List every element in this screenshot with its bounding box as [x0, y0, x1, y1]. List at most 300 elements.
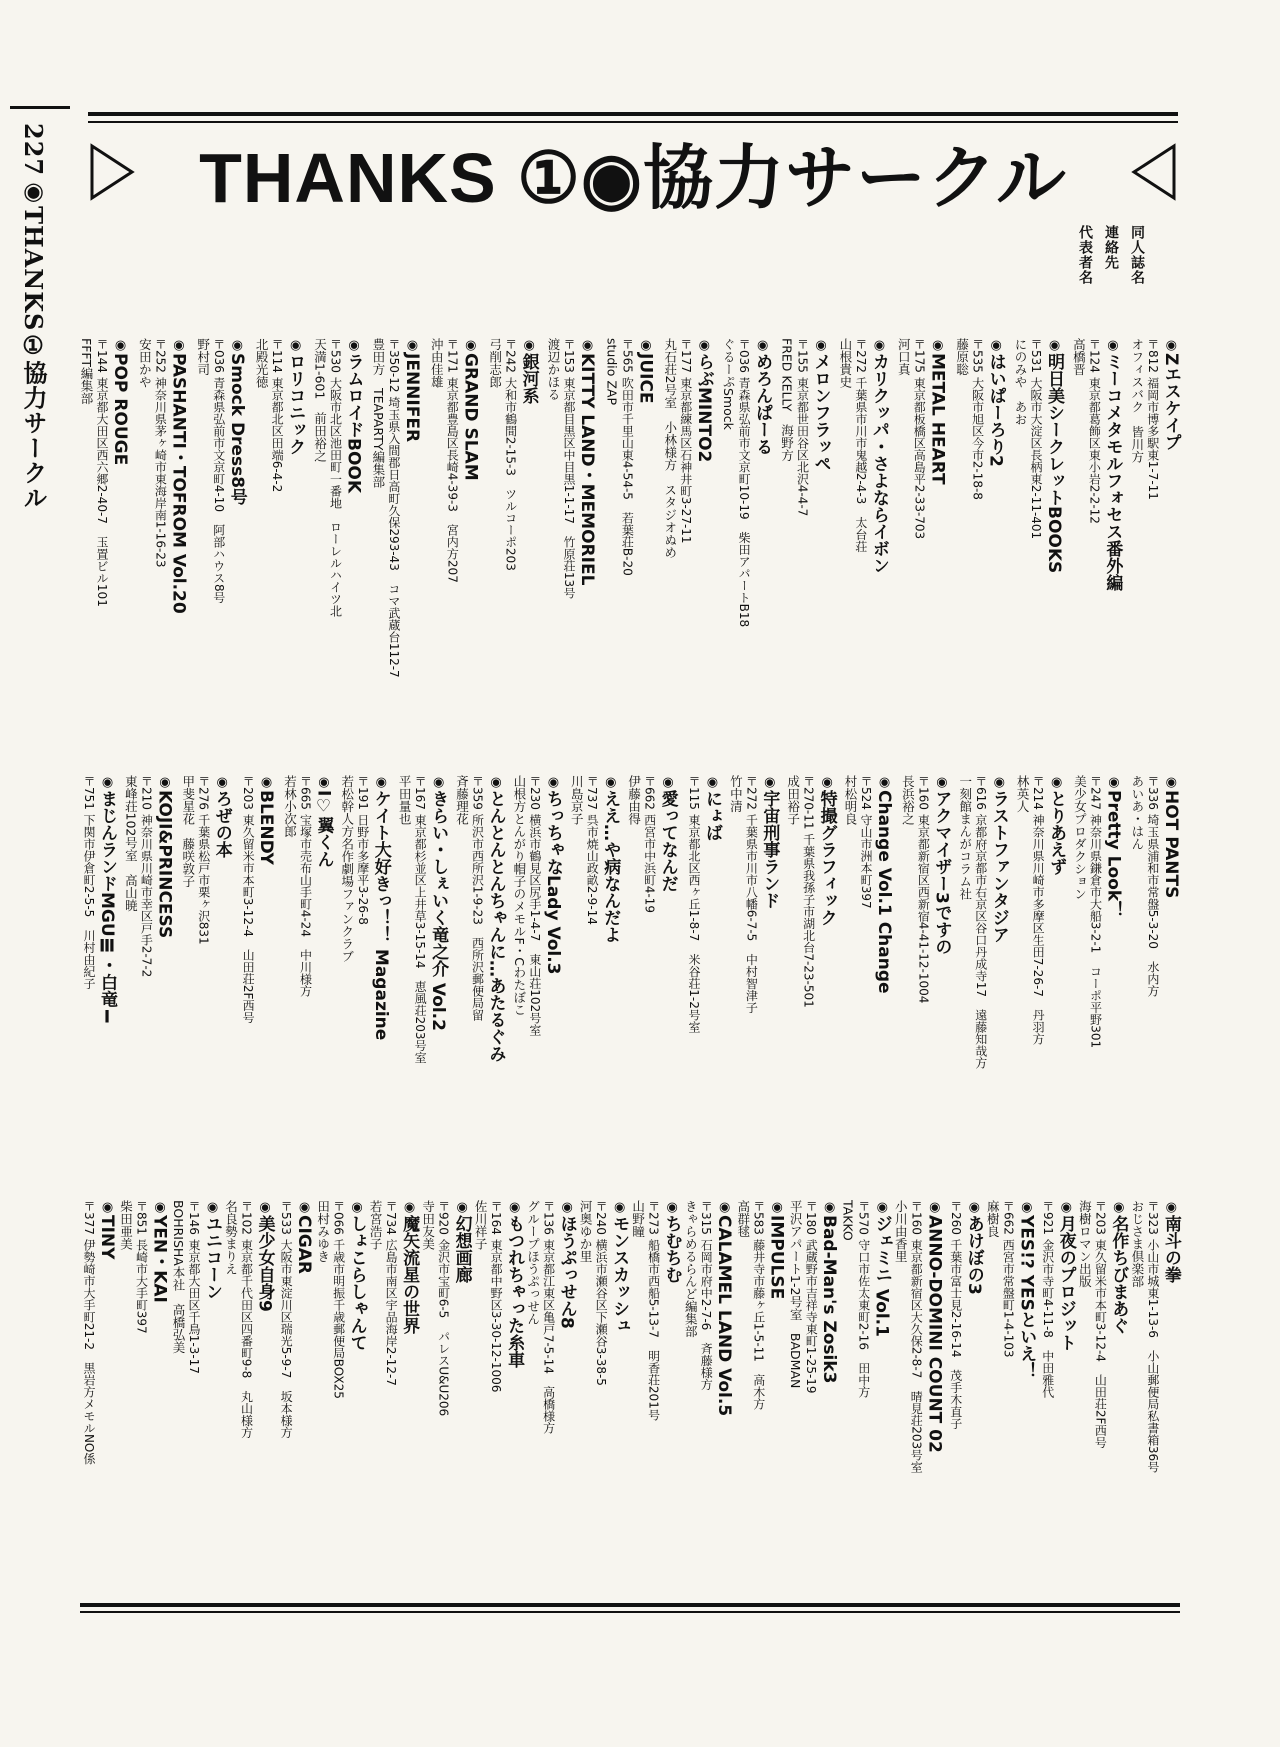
circle-entry — [722, 338, 771, 738]
circle-entry — [1131, 338, 1180, 738]
circle-address: 〒214 神奈川県川崎市多摩区生田7-26-7 丹羽方 — [1031, 775, 1046, 1045]
circle-name-text: ユニコーン — [202, 1215, 223, 1300]
circle-entry — [456, 775, 505, 1165]
circle-address: 〒203 東久留米市本町3-12-4 山田荘2F西号 — [1093, 1200, 1108, 1449]
circle-address: 〒144 東京都大田区西六郷2-40-7 玉置ビル101 — [95, 338, 109, 607]
bullet-icon: ◉ — [927, 1200, 943, 1215]
circle-name-text: KITTY LAND・MEMORIEL — [577, 353, 597, 586]
bullet-icon: ◉ — [316, 775, 332, 790]
circle-name — [286, 338, 304, 738]
circle-entry — [1131, 1200, 1180, 1580]
circle-representative: 海樹ロマン出版 — [1077, 1200, 1093, 1288]
circle-address: 〒036 青森県弘前市文京町4-10 阿部ハウス8号 — [211, 338, 226, 604]
circle-address: 〒359 所沢市西所沢1-9-23 西所沢郵便局留 — [470, 775, 485, 1021]
circle-representative: 田村みゆき — [315, 1200, 331, 1263]
bullet-icon: ◉ — [152, 1200, 168, 1215]
circle-name-text: まじんランドMGUⅢ・白竜Ⅰ — [97, 790, 117, 1028]
bullet-icon: ◉ — [717, 1200, 733, 1215]
circle-name — [348, 1200, 366, 1580]
circle-entry — [901, 775, 950, 1165]
bullet-icon: ◉ — [1019, 1200, 1035, 1215]
legend-name: 同人誌名 — [1129, 225, 1145, 285]
circle-name-text: ジェミニ Vol.1 — [871, 1215, 892, 1337]
circle-address: 〒315 石岡市府中2-7-6 斉藤様方 — [699, 1200, 714, 1391]
circle-name — [875, 775, 893, 1165]
circle-representative: 美少女プロダクション — [1072, 775, 1088, 900]
circle-name-text: ろぜの本 — [211, 790, 232, 858]
circle-entry — [120, 1200, 169, 1580]
bullet-icon: ◉ — [288, 338, 304, 353]
bullet-icon: ◉ — [966, 1200, 982, 1215]
circle-representative: 丸石荘2号室 小林様方 スタジオぬめ — [662, 338, 678, 559]
circle-name-text: IMPULSE — [766, 1215, 787, 1300]
circle-name-text: Smock Dress8号 — [226, 353, 247, 506]
circle-name — [987, 338, 1005, 738]
bullet-icon: ◉ — [1163, 1200, 1179, 1215]
circle-representative: 高群毬 — [735, 1200, 751, 1238]
circle-entry — [317, 1200, 366, 1580]
circle-name-text: ちっちゃなLady Vol.3 — [542, 790, 563, 975]
bullet-icon: ◉ — [1111, 1200, 1127, 1215]
circle-representative: 山根貴史 — [837, 338, 853, 388]
circle-name-text: にょば — [701, 790, 722, 841]
circle-address: 〒272 千葉県市川市八幡6-7-5 中村智津子 — [744, 775, 759, 1014]
circle-representative: 一刻館まんがコラム社 — [957, 775, 973, 900]
circle-address: 〒036 青森県弘前市文京町10-19 柴田アパートB18 — [737, 338, 752, 628]
circle-name — [544, 775, 562, 1165]
circle-name — [636, 338, 654, 738]
circle-address: 〒230 横浜市鶴見区尻手1-4-7 東山荘102号室 — [527, 775, 542, 1037]
circle-name — [1103, 338, 1121, 738]
circle-name — [213, 775, 231, 1165]
circle-address: 〒751 下関市伊倉町2-5-5 川村由紀子 — [82, 775, 96, 990]
circle-entry — [1016, 775, 1065, 1165]
circle-address: 〒812 福岡市博多駅東1-7-11 — [1145, 338, 1160, 500]
circle-address: 〒851 長崎市大手町397 — [134, 1200, 149, 1334]
running-header — [10, 106, 70, 1009]
triangle-right-icon — [88, 142, 136, 202]
circle-representative: 河口真 — [896, 338, 912, 376]
circle-representative: 渡辺かほる — [546, 338, 561, 401]
circle-entry — [986, 1200, 1035, 1580]
circle-address: 〒531 大阪市大淀区長柄東2-11-401 — [1029, 338, 1043, 540]
circle-name-text: とんとんとんちゃんに…あたるぐみ — [485, 790, 506, 1062]
bullet-icon: ◉ — [545, 775, 561, 790]
circle-entry — [1072, 338, 1121, 738]
circle-name — [965, 1200, 983, 1580]
circle-name — [818, 775, 836, 1165]
circle-address: 〒210 神奈川県川崎市幸区戸手2-7-2 — [139, 775, 154, 978]
bullet-icon: ◉ — [1106, 775, 1122, 790]
bullet-icon: ◉ — [603, 775, 619, 790]
circle-address: 〒533 大阪市東淀川区瑞光5-9-7 坂本様方 — [279, 1200, 294, 1439]
bullet-icon: ◉ — [488, 775, 504, 790]
bottom-rule — [80, 1603, 1180, 1607]
circle-representative: 若松幹人方名作劇場ファンクラブ — [339, 775, 355, 963]
circle-name-text: 幻想画廊 — [451, 1215, 472, 1283]
circle-name — [610, 1200, 628, 1580]
circle-representative: studio ZAP — [604, 338, 620, 406]
circle-address: 〒570 守口市佐太東町2-16 田中方 — [856, 1200, 871, 1398]
bullet-icon: ◉ — [755, 338, 771, 353]
circle-representative: 成田裕子 — [785, 775, 801, 825]
circle-name — [111, 338, 129, 738]
title-band — [88, 124, 1178, 220]
circle-name-text: ロリコニック — [285, 353, 306, 455]
bullet-icon: ◉ — [874, 1200, 890, 1215]
bullet-icon: ◉ — [463, 338, 479, 353]
circle-address: 〒336 埼玉県浦和市常盤5-3-20 水内方 — [1145, 775, 1160, 997]
circle-entry — [372, 338, 421, 738]
circle-entry — [839, 338, 888, 738]
circle-entry — [789, 1200, 838, 1580]
circle-representative: 安田かや — [137, 338, 153, 388]
circle-representative: 甲斐星花 藤咲敦子 — [180, 775, 196, 888]
bullet-icon: ◉ — [988, 338, 1004, 353]
circle-entry — [844, 775, 893, 1165]
circle-name-text: ええ…や病なんだよ — [600, 790, 621, 943]
circle-name — [812, 338, 830, 738]
bullet-icon: ◉ — [521, 338, 537, 353]
circle-address: 〒323 小山市城東1-13-6 小山郵便局私書箱36号 — [1145, 1200, 1160, 1474]
bullet-icon: ◉ — [205, 1200, 221, 1215]
bullet-icon: ◉ — [100, 775, 115, 790]
circle-name — [932, 775, 950, 1165]
circle-address: 〒350-12 埼玉県入間郡日高町久保293-43 コマ武蔵台112-7 — [386, 338, 401, 678]
circle-entry — [959, 775, 1008, 1165]
circle-name — [372, 775, 390, 1165]
circle-entry — [894, 1200, 943, 1580]
circle-name-text: 魔矢流星の世界 — [399, 1215, 420, 1334]
circle-representative: 平田量也 — [397, 775, 413, 825]
circle-name — [429, 775, 447, 1165]
circle-name-text: CIGAR — [294, 1215, 315, 1275]
circle-entry — [80, 338, 129, 738]
circle-address: 〒203 東久留米市本町3-12-4 山田荘2F西号 — [241, 775, 256, 1024]
bullet-icon: ◉ — [934, 775, 950, 790]
circle-address: 〒124 東京都葛飾区東小岩2-2-12 — [1087, 338, 1102, 524]
circle-representative: グループほうぷっせん — [525, 1200, 541, 1325]
top-rule — [88, 112, 1178, 116]
circle-name — [1162, 1200, 1180, 1580]
circle-entry — [897, 338, 946, 738]
circle-name — [520, 338, 538, 738]
circle-entry — [547, 338, 596, 738]
circle-address: 〒734 広島市南区宇品海岸2-12-7 — [384, 1200, 399, 1386]
circle-name-text: CALAMEL LAND Vol.5 — [714, 1215, 735, 1417]
circle-name — [820, 1200, 838, 1580]
circle-name-text: 美少女自身9 — [254, 1215, 275, 1312]
circle-address: 〒276 千葉県松戸市栗ヶ沢831 — [196, 775, 211, 945]
circle-entry — [283, 775, 332, 1165]
circle-name-text: JENNIFER — [401, 353, 422, 443]
circle-entry — [842, 1200, 891, 1580]
bullet-icon: ◉ — [819, 775, 835, 790]
circle-entry — [787, 775, 836, 1165]
bullet-icon: ◉ — [507, 1200, 523, 1215]
circle-name-text: ミーコメタモルフォセス番外編 — [1102, 353, 1123, 591]
circle-name-text: TINY — [97, 1215, 117, 1260]
circle-representative: TAKKO — [840, 1200, 856, 1241]
bullet-icon: ◉ — [1047, 338, 1062, 353]
circle-entry — [684, 1200, 733, 1580]
bottom-rule-thin — [80, 1611, 1180, 1613]
bullet-icon: ◉ — [349, 1200, 365, 1215]
circle-name — [295, 1200, 313, 1580]
circle-address: 〒191 日野市多摩平3-26-8 — [355, 775, 370, 925]
circle-address: 〒167 東京都杉並区上井草3-15-14 恵風荘203号室 — [413, 775, 428, 1064]
circle-name-text: モンスカッシュ — [609, 1215, 630, 1334]
bullet-icon: ◉ — [769, 1200, 785, 1215]
bullet-icon: ◉ — [431, 775, 447, 790]
circle-entry — [314, 338, 363, 738]
bullet-icon: ◉ — [171, 338, 187, 353]
circle-name-text: 明日美シークレットBOOKS — [1044, 353, 1064, 574]
circle-name-text: PASHANTI・TOFROM Vol.20 — [168, 353, 189, 614]
circle-name — [1162, 775, 1180, 1165]
bullet-icon: ◉ — [346, 338, 362, 353]
circle-name — [314, 775, 332, 1165]
bullet-icon: ◉ — [813, 338, 829, 353]
circle-entry — [1039, 1200, 1075, 1580]
bullet-icon: ◉ — [638, 338, 654, 353]
circle-name-text: KOJI&PRINCESS — [154, 790, 175, 939]
section-2 — [80, 775, 1180, 1165]
circle-entry — [124, 775, 173, 1165]
circle-name — [695, 338, 713, 738]
circle-name-text: ラストファンタジア — [988, 790, 1009, 943]
circle-entry — [527, 1200, 576, 1580]
circle-representative: 名良勢まりえ — [223, 1200, 239, 1275]
bullet-icon: ◉ — [100, 1200, 115, 1215]
circle-address: 〒530 大阪市北区池田町一番地 ローレルハイツ北 — [328, 338, 343, 617]
circle-name-text: アクマイザー3ですの — [931, 790, 952, 955]
bullet-icon: ◉ — [559, 1200, 575, 1215]
circle-entry — [1131, 775, 1180, 1165]
circle-address: 〒153 東京都目黒区中目黒1-1-17 竹原荘13号 — [562, 338, 576, 600]
circle-name-text: ラムロイドBOOK — [343, 353, 364, 494]
bullet-icon: ◉ — [404, 338, 420, 353]
circle-address: 〒180 武蔵野市吉祥寺東町1-25-19 — [804, 1200, 819, 1394]
circle-name — [98, 1200, 116, 1580]
circle-representative: 山野瞳 — [630, 1200, 646, 1238]
circle-name — [1017, 1200, 1035, 1580]
circle-name-text: ちむちむ — [661, 1215, 682, 1283]
circle-name-text: めろんぱーる — [752, 353, 773, 455]
circle-address: 〒164 東京都中野区3-30-12-1006 — [489, 1200, 504, 1393]
circle-name — [760, 775, 778, 1165]
circle-address: 〒920 金沢市宝町6-5 パレスU&U206 — [436, 1200, 451, 1417]
circle-name-text: Pretty Look！ — [1103, 790, 1124, 919]
triangle-left-icon — [1130, 142, 1178, 202]
circle-entry — [398, 775, 447, 1165]
circle-name — [228, 338, 246, 738]
circle-representative: 村松明良 — [843, 775, 859, 825]
circle-entry — [1014, 338, 1063, 738]
circle-name — [703, 775, 721, 1165]
circle-name — [873, 1200, 891, 1580]
circle-name-text: きらい・しぇいく竜之介 Vol.2 — [428, 790, 449, 1031]
circle-name — [155, 775, 173, 1165]
bullet-icon: ◉ — [157, 775, 173, 790]
circle-representative: 河奥ゆか里 — [578, 1200, 594, 1263]
circle-representative: 弓削志郎 — [487, 338, 503, 388]
circle-entry — [729, 775, 778, 1165]
circle-name-text: カリクッパ・さよならイボン — [868, 353, 889, 574]
circle-address: 〒240 横浜市瀬谷区下瀬谷3-38-5 — [594, 1200, 609, 1386]
circle-representative: 斉藤理花 — [454, 775, 470, 825]
circle-entry — [239, 775, 275, 1165]
circle-name — [768, 1200, 786, 1580]
bullet-icon: ◉ — [580, 338, 595, 353]
circle-name — [928, 338, 946, 738]
bullet-icon: ◉ — [704, 775, 720, 790]
circle-name-text: ケイト大好きっ！！ Magazine — [370, 790, 391, 1041]
circle-entry — [182, 775, 231, 1165]
circle-name — [990, 775, 1008, 1165]
circle-name-text: HOT PANTS — [1160, 790, 1181, 899]
circle-name — [558, 1200, 576, 1580]
circle-address: 〒175 東京都板橋区高島平2-33-703 — [912, 338, 927, 540]
circle-name-text: METAL HEART — [927, 353, 948, 485]
circle-representative: 伊藤由得 — [626, 775, 642, 825]
circle-name-text: ほうぷっせん8 — [556, 1215, 577, 1329]
bullet-icon: ◉ — [1163, 338, 1179, 353]
bullet-icon: ◉ — [257, 1200, 273, 1215]
circle-address: 〒535 大阪市旭区今市2-18-8 — [970, 338, 985, 500]
circle-address: 〒252 神奈川県茅ヶ崎市東海岸南1-16-23 — [153, 338, 168, 568]
circle-name-text: しょこらしゃんて — [346, 1215, 367, 1351]
circle-name — [925, 1200, 943, 1580]
circle-representative: FFFT編集部 — [79, 338, 94, 405]
circle-name — [1104, 775, 1122, 1165]
circle-name-text: あけぼの3 — [963, 1215, 984, 1295]
circle-representative: きゃらめるらんど編集部 — [683, 1200, 699, 1338]
bullet-icon: ◉ — [1105, 338, 1121, 353]
circle-entry — [277, 1200, 313, 1580]
circle-name — [151, 1200, 169, 1580]
circle-name-text: JUICE — [635, 353, 656, 404]
circle-name — [870, 338, 888, 738]
circle-entry — [422, 1200, 471, 1580]
circle-representative: 豊田方 TEAPARTY編集部 — [370, 338, 386, 488]
bullet-icon: ◉ — [612, 1200, 628, 1215]
bullet-icon: ◉ — [1058, 1200, 1074, 1215]
bullet-icon: ◉ — [259, 775, 275, 790]
circle-name — [1162, 338, 1180, 738]
circle-entry — [341, 775, 390, 1165]
circle-representative: オフィスバク 皆川方 — [1129, 338, 1145, 463]
circle-entry — [1073, 775, 1122, 1165]
bullet-icon: ◉ — [664, 1200, 680, 1215]
circle-name — [256, 1200, 274, 1580]
bullet-icon: ◉ — [762, 775, 778, 790]
circle-representative: 沖由佳雄 — [429, 338, 445, 388]
circle-entry — [1078, 1200, 1127, 1580]
circle-address: 〒377 伊勢崎市大手町21-2 黒岩方メモルNO係 — [82, 1200, 96, 1465]
circle-name — [461, 338, 479, 738]
circle-entry — [628, 775, 677, 1165]
circle-representative: 平沢アパート1-2号室 BADMAN — [788, 1200, 804, 1389]
circle-name-text: とりあえず — [1046, 790, 1067, 875]
legend-address: 連絡先 — [1103, 225, 1119, 270]
circle-entry — [80, 775, 116, 1165]
circle-entry — [570, 775, 619, 1165]
circle-address: 〒921 金沢市寺町4-11-8 中田雅代 — [1040, 1200, 1055, 1398]
circle-name-text: POP ROUGE — [110, 353, 130, 466]
circle-address: 〒260 千葉市富士見2-16-14 茂手木直子 — [948, 1200, 963, 1430]
circle-name-text: GRAND SLAM — [460, 353, 481, 481]
circle-representative: 林英人 — [1015, 775, 1031, 813]
circle-entry — [225, 1200, 274, 1580]
circle-representative: 寺田友美 — [420, 1200, 436, 1250]
circle-entry — [664, 338, 713, 738]
circle-entry — [474, 1200, 523, 1580]
circle-name-text: もつれちゃった糸車 — [504, 1215, 525, 1368]
circle-name — [578, 338, 596, 738]
circle-representative: 北殿光徳 — [254, 338, 270, 388]
bullet-icon: ◉ — [214, 775, 230, 790]
circle-address: 〒160 東京都新宿区大久保2-8-7 晴見荘203号室 — [909, 1200, 924, 1474]
circle-address: 〒665 宝塚市売布山手町4-24 中川様方 — [298, 775, 313, 997]
circle-name-text: Bad-Man's Zosik3 — [819, 1215, 840, 1384]
circle-name — [753, 338, 771, 738]
circle-representative: 佐川祥子 — [473, 1200, 489, 1250]
circle-entry — [781, 338, 830, 738]
circle-name — [715, 1200, 733, 1580]
circle-representative: 川島京子 — [569, 775, 585, 825]
circle-name — [169, 338, 187, 738]
bullet-icon: ◉ — [113, 338, 128, 353]
circle-representative: 野村司 — [195, 338, 211, 376]
circle-name — [487, 775, 505, 1165]
running-header-text: 227◉THANKS①協力サークル — [19, 123, 48, 511]
legend-representative: 代表者名 — [1077, 225, 1093, 285]
circle-name-text: 特撮グラフィック — [816, 790, 837, 926]
circle-entry — [605, 338, 654, 738]
circle-address: 〒102 東京都千代田区四番町9-8 丸山様方 — [239, 1200, 254, 1439]
circle-entry — [956, 338, 1005, 738]
bullet-icon: ◉ — [229, 338, 245, 353]
bullet-icon: ◉ — [822, 1200, 838, 1215]
circle-name — [601, 775, 619, 1165]
circle-address: 〒171 東京都豊島区長崎4-39-3 宮内方207 — [445, 338, 460, 583]
circle-representative: 藤原聡 — [954, 338, 970, 376]
circle-name — [403, 338, 421, 738]
circle-name — [98, 775, 116, 1165]
circle-representative: 竹中清 — [728, 775, 744, 813]
bullet-icon: ◉ — [930, 338, 946, 353]
circle-address: 〒616 京都府京都市右京区谷口丹成寺17 遠藤知哉方 — [973, 775, 988, 1069]
circle-address: 〒160 東京都新宿区西新宿4-41-12-1004 — [916, 775, 931, 1004]
circle-entry — [579, 1200, 628, 1580]
circle-name — [663, 1200, 681, 1580]
circle-address: 〒524 守山市洲本町397 — [859, 775, 874, 909]
circle-entry — [80, 1200, 116, 1580]
circle-name-text: BLENDY — [256, 790, 277, 865]
circle-entry — [369, 1200, 418, 1580]
circle-representative: BOHRISHA本社 高橋弘美 — [171, 1200, 187, 1354]
circle-name — [203, 1200, 221, 1580]
circle-name-text: YES!? YESといえ！ — [1016, 1215, 1037, 1379]
circle-name-text: はいぱーろり2 — [985, 353, 1006, 467]
circle-address: 〒114 東京都北区田端6-4-2 — [270, 338, 285, 493]
circle-entry — [947, 1200, 983, 1580]
circle-name — [505, 1200, 523, 1580]
circle-name — [257, 775, 275, 1165]
circle-name-text: 愛ってなんだ — [657, 790, 678, 892]
circle-representative: あいあ・はん — [1129, 775, 1145, 850]
